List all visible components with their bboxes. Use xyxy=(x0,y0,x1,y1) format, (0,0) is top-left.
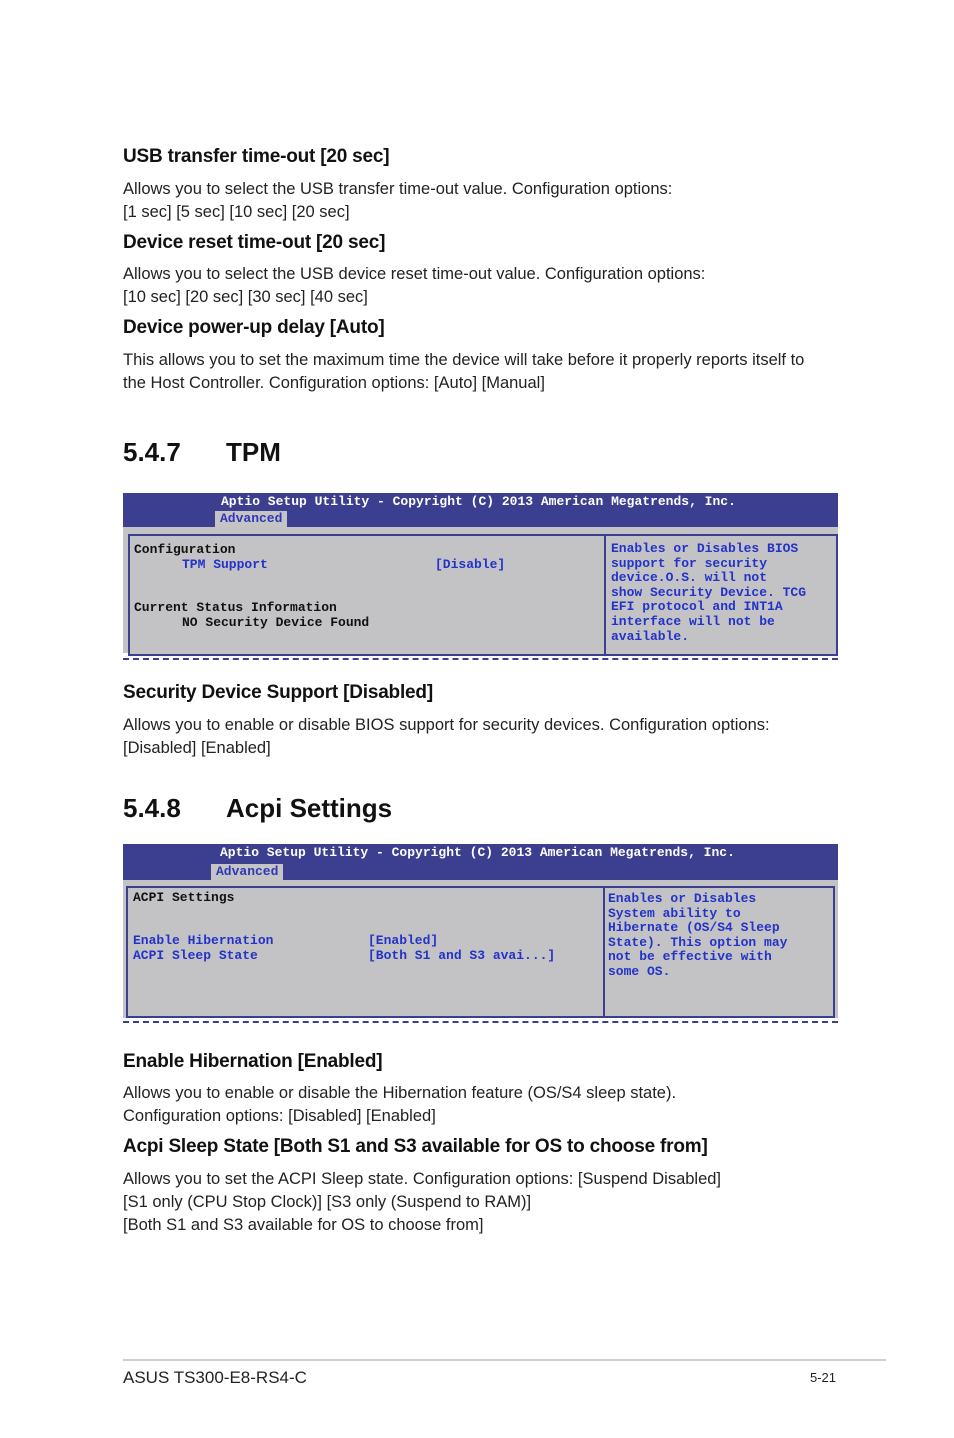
footer-page-number: 5-21 xyxy=(809,1370,836,1385)
desc-line: [1 sec] [5 sec] [10 sec] [20 sec] xyxy=(123,203,350,221)
help-text xyxy=(611,542,806,644)
device-reset-timeout-heading: Device reset time-out [20 sec] xyxy=(123,232,386,253)
desc-line: [Both S1 and S3 available for OS to choose from] xyxy=(123,1216,484,1234)
enable-hibernation-heading: Enable Hibernation [Enabled] xyxy=(123,1051,383,1072)
bios-frame xyxy=(128,534,838,656)
help-line: Enables or Disables xyxy=(608,891,757,906)
bios-frame xyxy=(126,886,835,1018)
bios-bottom-dashes xyxy=(123,1021,838,1023)
status-value: NO Security Device Found xyxy=(182,615,370,630)
help-line: State). This option may xyxy=(608,934,788,950)
usb-transfer-timeout-heading: USB transfer time-out [20 sec] xyxy=(123,146,390,167)
bios-screen-acpi xyxy=(123,844,838,1026)
help-line: show Security Device. TCG xyxy=(611,584,807,600)
acpi-sleep-state-desc xyxy=(123,1168,848,1237)
usb-transfer-timeout-desc xyxy=(123,178,848,224)
acpi-sleep-state-item[interactable]: ACPI Sleep State xyxy=(133,948,258,963)
help-line: interface will not be xyxy=(611,613,775,629)
desc-line: Allows you to enable or disable the Hibernation feature (OS/S4 sleep state). xyxy=(123,1084,677,1102)
security-device-support-desc xyxy=(123,714,848,760)
help-line: Hibernate (OS/S4 Sleep xyxy=(608,920,780,936)
enable-hibernation-desc xyxy=(123,1082,848,1128)
help-text xyxy=(608,892,787,980)
desc-line: [10 sec] [20 sec] [30 sec] [40 sec] xyxy=(123,288,368,306)
desc-line: Allows you to select the USB transfer time-out value. Configuration options: xyxy=(123,180,673,198)
bios-title: Aptio Setup Utility - Copyright (C) 2013 American Megatrends, Inc. xyxy=(220,845,735,860)
tab-advanced[interactable]: Advanced xyxy=(215,511,287,527)
help-line: device.O.S. will not xyxy=(611,570,768,586)
desc-line: Allows you to select the USB device reset time-out value. Configuration options: xyxy=(123,265,706,283)
help-line: Enables or Disables BIOS xyxy=(611,541,799,556)
bios-divider xyxy=(604,536,606,654)
help-line: not be effective with xyxy=(608,949,772,965)
tpm-support-item[interactable]: TPM Support xyxy=(182,557,268,572)
acpi-settings-label: ACPI Settings xyxy=(133,890,235,905)
bios-divider xyxy=(603,888,605,1016)
security-device-support-heading: Security Device Support [Disabled] xyxy=(123,682,433,703)
desc-line: Allows you to enable or disable BIOS support for security devices. Configuration options: xyxy=(123,716,770,734)
bios-title: Aptio Setup Utility - Copyright (C) 2013 American Megatrends, Inc. xyxy=(221,494,736,509)
help-line: System ability to xyxy=(608,905,741,921)
enable-hibernation-value[interactable]: [Enabled] xyxy=(368,933,439,948)
tab-advanced[interactable]: Advanced xyxy=(211,864,283,880)
tpm-support-value[interactable]: [Disable] xyxy=(435,557,506,572)
bios-screen-tpm xyxy=(123,493,838,663)
bios-body xyxy=(123,880,838,1018)
status-label: Current Status Information xyxy=(134,600,337,615)
desc-line: This allows you to set the maximum time the device will take before it properly reports itself to xyxy=(123,351,805,369)
help-line: available. xyxy=(611,628,690,644)
bios-body xyxy=(123,527,838,653)
section-number: 5.4.7 xyxy=(123,437,181,467)
device-powerup-delay-heading: Device power-up delay [Auto] xyxy=(123,317,385,338)
desc-line: Allows you to set the ACPI Sleep state. Configuration options: [Suspend Disabled] xyxy=(123,1170,722,1188)
desc-line: [Disabled] [Enabled] xyxy=(123,739,271,757)
help-line: support for security xyxy=(611,555,768,571)
help-line: EFI protocol and INT1A xyxy=(611,599,783,615)
enable-hibernation-item[interactable]: Enable Hibernation xyxy=(133,933,274,948)
acpi-sleep-state-heading: Acpi Sleep State [Both S1 and S3 available for OS to choose from] xyxy=(123,1136,708,1157)
bios-bottom-dashes xyxy=(123,658,838,660)
section-number: 5.4.8 xyxy=(123,793,181,823)
desc-line: [S1 only (CPU Stop Clock)] [S3 only (Suspend to RAM)] xyxy=(123,1193,532,1211)
config-label: Configuration xyxy=(134,542,236,557)
bios-header xyxy=(123,493,838,527)
section-title: Acpi Settings xyxy=(226,793,393,823)
help-line: some OS. xyxy=(608,963,671,979)
section-heading-acpi xyxy=(123,793,392,824)
desc-line: the Host Controller. Configuration options: [Auto] [Manual] xyxy=(123,374,545,392)
footer-product-name: ASUS TS300-E8-RS4-C xyxy=(123,1368,307,1387)
section-heading-tpm xyxy=(123,437,281,468)
bios-header xyxy=(123,844,838,880)
section-title: TPM xyxy=(226,437,281,467)
device-powerup-delay-desc xyxy=(123,349,848,395)
desc-line: Configuration options: [Disabled] [Enabled] xyxy=(123,1107,436,1125)
acpi-sleep-state-value[interactable]: [Both S1 and S3 avai...] xyxy=(368,948,556,963)
footer-divider xyxy=(123,1359,886,1361)
device-reset-timeout-desc xyxy=(123,263,848,309)
